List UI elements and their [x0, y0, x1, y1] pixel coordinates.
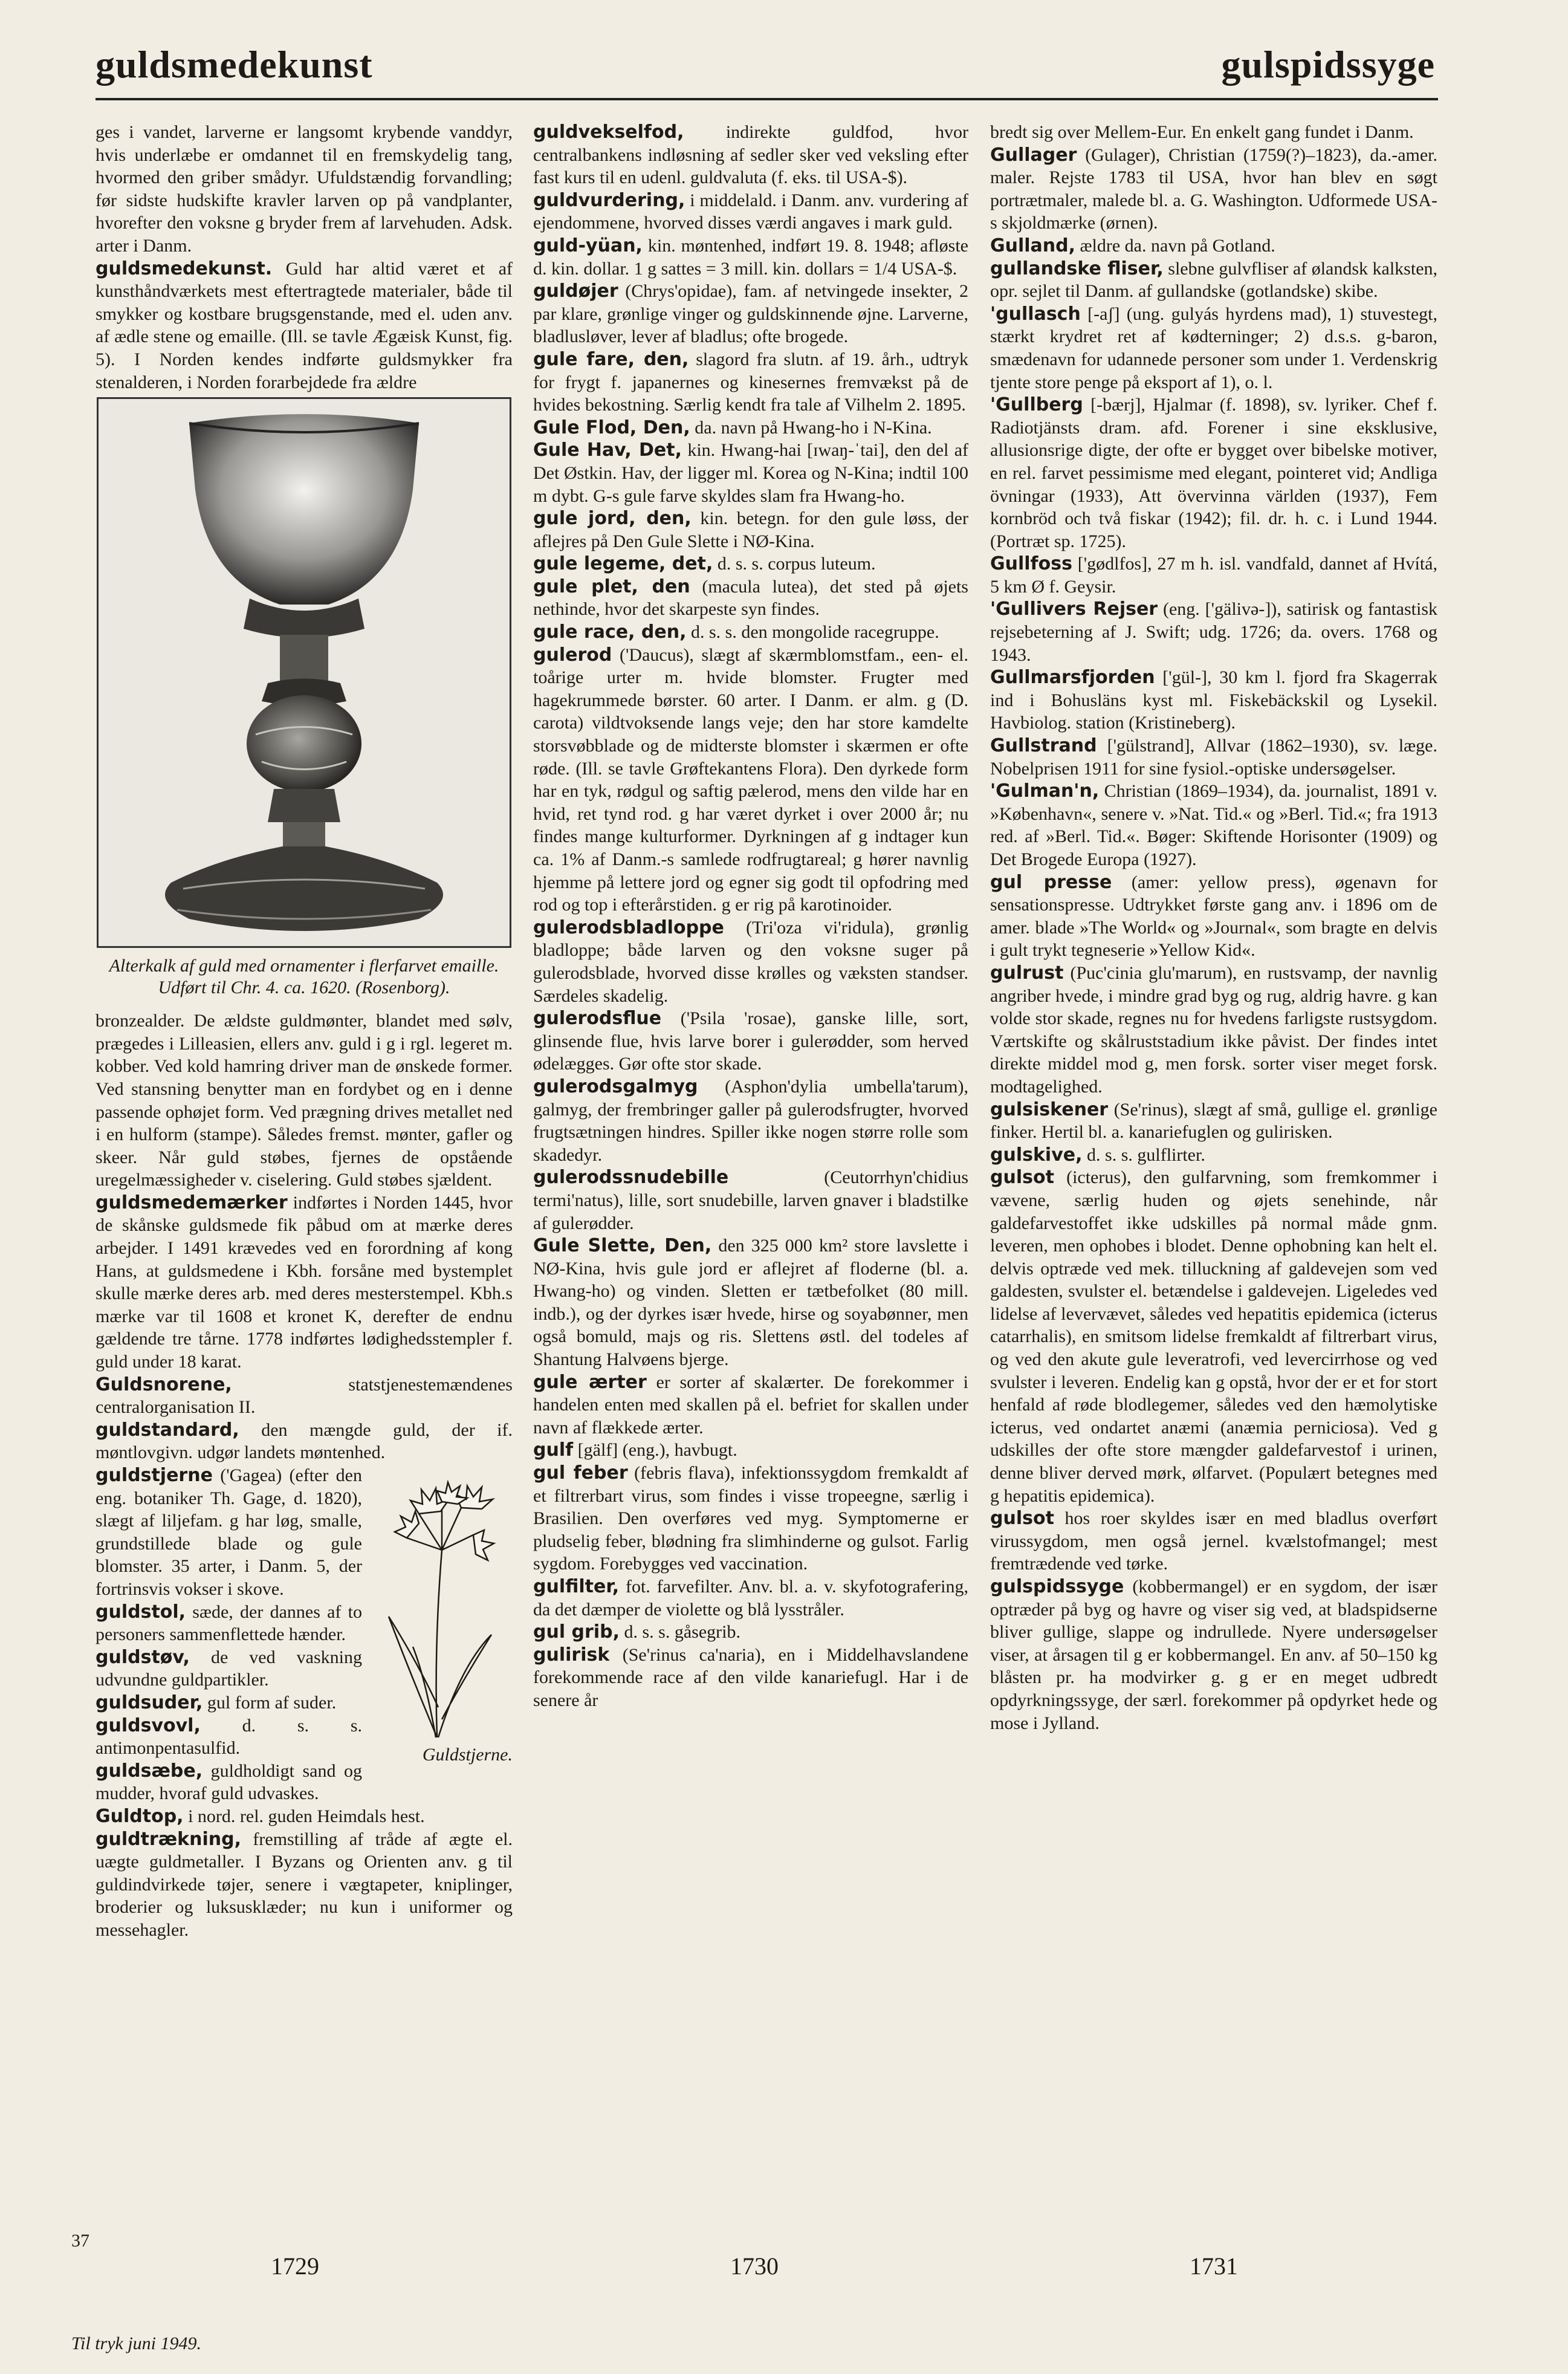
column-2	[533, 121, 968, 1712]
entry-headword: gule jord, den,	[533, 508, 692, 530]
dictionary-entry: ges i vandet, larverne er langsomt krybende vanddyr, hvis underlæbe er omdannet til en fremskydelig tang, hvormed den griber smådyr. Ufuldstændig forvandling; før sidste hudskifte kravler larven op på vandplanter, hvorefter den voksne g bryder frem af larvehuden. Adsk. arter i Danm.	[96, 122, 513, 256]
dictionary-entry	[533, 916, 968, 1007]
entry-headword: 'Gullberg	[990, 394, 1083, 416]
entry-headword: guldsæbe,	[96, 1760, 203, 1782]
header-rule	[96, 98, 1438, 100]
entry-text: slagord fra slutn. af 19. årh., udtryk for frygt f. japanernes og kinesernes fremvækst på de hvides bekostning. Særlig kendt fra tale af Vilhelm 2. 1895.	[533, 349, 968, 415]
header-left: guldsmedekunst	[96, 43, 373, 86]
entry-text: da. navn på Hwang-ho i N-Kina.	[690, 417, 932, 438]
entry-text: [-aʃ] (ung. gulyás hyrdens mad), 1) stuvestegt, stærkt krydret ret af kødterninger; 2) d.s.s. g-baron, smædenavn for udannede personer som under 1. Verdenskrig tjente store penge på eksport af 1), o. l.	[990, 303, 1437, 392]
entry-headword: Gule Hav, Det,	[533, 439, 682, 461]
entry-text: (Se'rinus), slægt af små, gullige el. grønlige finker. Hertil bl. a. kanariefuglen og gulirisken.	[990, 1099, 1437, 1143]
dictionary-entry	[96, 1419, 513, 1464]
dictionary-entry	[533, 1462, 968, 1575]
entry-text: d. s. s. gåsegrib.	[619, 1622, 740, 1643]
entry-headword: guldstol,	[96, 1601, 186, 1623]
dictionary-entry	[990, 553, 1437, 598]
dictionary-entry	[533, 507, 968, 553]
page-number-1: 1729	[271, 2252, 319, 2280]
entry-text: i nord. rel. guden Heimdals hest.	[183, 1806, 425, 1826]
dictionary-entry	[533, 1644, 968, 1712]
dictionary-entry	[990, 258, 1437, 303]
entry-headword: guldsvovl,	[96, 1714, 201, 1736]
entry-text: (Asphon'dylia umbella'tarum), galmyg, der frembringer galler på gulerodsfrugter, hvorved frugtsætningen hindres. Spiller ikke nogen større rolle som skadedyr.	[533, 1076, 968, 1165]
dictionary-entry	[533, 417, 968, 439]
flower-caption: Guldstjerne.	[422, 1745, 513, 1765]
entry-text: fot. farvefilter. Anv. bl. a. v. skyfotografering, da det dæmper de violette og blå lysstråler.	[533, 1577, 968, 1620]
dictionary-entry	[990, 962, 1437, 1098]
entry-headword: guldtrækning,	[96, 1828, 241, 1850]
dictionary-entry	[533, 1439, 968, 1462]
entry-headword: gulsiskener	[990, 1098, 1109, 1120]
entry-text: (eng. ['gälivə-]), satirisk og fantastisk rejsebeterning af J. Swift; udg. 1726; da. overs. 1768 og 1943.	[990, 599, 1438, 665]
dictionary-entry	[96, 1828, 513, 1942]
entry-text: Christian (1869–1934), da. journalist, 1891 v. »København«, senere v. »Nat. Tid.« og »Berl. Tid.«; fra 1913 red. af »Berl. Tid.«. Bøger: Skiftende Horisonter (1909) og Det Brogede Europa (1927).	[990, 781, 1437, 869]
entry-text: (icterus), den gulfarvning, som fremkommer i vævene, særlig huden og øjets senehinde, når galdefarvestoffet ikke udskilles på normal måde gnm. leveren, men ophobes i blodet. Denne ophobning kan helt el. delvis optræde ved mek. tilluckning af galdevejen som ved galdesten, svulster el. betændelse i galdevejen. Ligeledes ved lidelse af levervævet, således ved hepatitis epidemica (icterus catarrhalis), en smitsom lidelse fremkaldt af filtrerbart virus, og ved den akute gule leveratrofi, ved levercirrhose og ved svulster i leveren. Endelig kan g opstå, hvor der er et for stort henfald af røde blodlegemer, således ved den hæmolytiske icterus, ved ondartet anæmi (anæmia perniciosa). Ved g udskilles der ofte store mængder galdefarvestof i urinen, denne bliver derved mørk, ølfarvet. (Populært betegnes med g hepatitis epidemica).	[990, 1167, 1437, 1506]
dictionary-entry	[990, 598, 1437, 666]
column-3	[990, 121, 1437, 1734]
entry-text: indirekte guldfod, hvor centralbankens indløsning af sedler sker ved veksling efter fast kurs til en udenl. guldvaluta (f. eks. til USA-$).	[533, 122, 968, 188]
dictionary-entry	[533, 553, 968, 576]
entry-headword: gul feber	[533, 1462, 628, 1484]
entry-text: kin. betegn. for den gule løss, der aflejres på Den Gule Slette i NØ-Kina.	[533, 508, 968, 551]
entry-headword: 'Gulman'n,	[990, 780, 1100, 802]
dictionary-entry	[96, 1192, 513, 1373]
entry-headword: gulfilter,	[533, 1576, 620, 1597]
dictionary-entry	[990, 666, 1437, 735]
entry-headword: 'Gullivers Rejser	[990, 598, 1158, 620]
entry-text: ældre da. navn på Gotland.	[1075, 235, 1275, 256]
entry-text: ['gødlfos], 27 m h. isl. vandfald, dannet af Hvítá, 5 km Ø f. Geysir.	[990, 554, 1437, 597]
header-right: gulspidssyge	[1221, 43, 1435, 86]
dictionary-entry: bredt sig over Mellem-Eur. En enkelt gang fundet i Danm.	[990, 122, 1414, 142]
dictionary-entry	[990, 1098, 1437, 1144]
entry-headword: guldstjerne	[96, 1465, 213, 1486]
entry-headword: guldsmedemærker	[96, 1192, 288, 1213]
entry-text: (Tri'oza vi'ridula), grønlig bladloppe; både larven og den voksne suger på gulerodsblade, hvorved disse krølles og væksten standser. Særdeles skadelig.	[533, 917, 968, 1006]
entry-headword: gulsot	[990, 1508, 1054, 1529]
dictionary-entry	[533, 348, 968, 417]
entry-headword: Gullmarsfjorden	[990, 667, 1155, 689]
entry-text: indførtes i Norden 1445, hvor de skånske guldsmede fik påbud om at mærke deres arbejder. I 1491 krævedes ved en forordning af kong Hans, at guldsmedene i Kbh. forsåne med bystemplet skulle mærke deres arb. med deres mesterstempel. Kbh.s mærke var til 1608 et kronet K, derefter de endnu gældende tre tårne. 1778 indførtes lødighedsstempler f. guld under 18 karat.	[96, 1192, 513, 1372]
page-number-3: 1731	[1190, 2252, 1238, 2280]
entry-headword: gule race, den,	[533, 621, 687, 643]
entry-text: gul form af suder.	[202, 1692, 337, 1713]
entry-text: d. s. s. antimonpentasulfid.	[96, 1715, 362, 1759]
dictionary-entry	[990, 871, 1437, 962]
entry-text: sæde, der dannes af to personers sammenflettede hænder.	[96, 1601, 362, 1645]
entry-text: kin. møntenhed, indført 19. 8. 1948; afløste d. kin. dollar. 1 g sattes = 3 mill. kin. dollars = 1/4 USA-$.	[533, 235, 968, 279]
entry-text: (macula lutea), det sted på øjets nethinde, hvor det skarpeste syn findes.	[533, 576, 968, 620]
entry-text: ('Gagea) (efter den eng. botaniker Th. Gage, d. 1820), slægt af liljefam. g har løg, smalle, grundstillede blade og gule blomster. 35 arter, i Danm. 5, der fortrinsvis vokser i skove.	[96, 1465, 362, 1599]
entry-text: den mængde guld, der if. møntlovgivn. udgør landets møntenhed.	[96, 1419, 513, 1463]
dictionary-entry	[990, 303, 1437, 394]
entry-headword: gule fare, den,	[533, 348, 689, 370]
signature-mark: 37	[71, 2231, 89, 2251]
entry-text: statstjenestemændenes centralorganisation II.	[96, 1374, 513, 1418]
entry-headword: Guldsnorene,	[96, 1373, 232, 1395]
entry-headword: guldøjer	[533, 281, 618, 302]
dictionary-entry	[96, 1373, 513, 1419]
entry-text: fremstilling af tråde af ægte el. uægte guldmetaller. I Byzans og Orienten anv. g til guldindvirkede tøjer, senere i vægtapeter, kniplinger, broderier og luksusklæder; nu kun i uniformer og messehagler.	[96, 1829, 513, 1940]
print-note: Til tryk juni 1949.	[71, 2333, 202, 2353]
entry-text: ('Daucus), slægt af skærmblomstfam., een- el. toårige urter m. hvide blomster. Frugter med hagekrummede børster. 60 arter. I Danm. er alm. g (D. carota) vildtvoksende langs veje; den har store kamdelte storsvøbblade og de midterste blomster i skærmen er ofte røde. (Ill. se tavle Grøftekantens Flora). Den dyrkede form har en tyk, rødgul og saftig pælerod, mens den vilde har en hvid, ret tynd rod. g har været dyrket i over 2000 år; nu findes mange kulturformer. Dyrkningen af g indtager kun ca. 1% af Danm.-s samlede rodfrugtareal; g hører navnlig hjemme på lettere jord og egner sig godt til opfodring med rod og top i efterårstiden. g er rig på karotinoider.	[533, 644, 968, 915]
flower-icon	[371, 1465, 513, 1743]
flower-illustration	[371, 1465, 513, 1768]
dictionary-entry	[533, 1575, 968, 1621]
dictionary-entry	[990, 1507, 1437, 1575]
entry-headword: gulerodsflue	[533, 1008, 662, 1030]
dictionary-entry	[96, 258, 513, 394]
entry-text: hos roer skyldes især en med bladlus overført virussygdom, men også jernel. kvælstofmangel; mest fremtrædende ved tørke.	[990, 1508, 1437, 1574]
dictionary-entry	[533, 1371, 968, 1439]
entry-headword: guldstandard,	[96, 1419, 239, 1441]
entry-headword: 'gullasch	[990, 303, 1081, 325]
column-1-middle	[96, 1010, 513, 1464]
goblet-photo	[97, 397, 511, 948]
entry-text: d. s. s. gulflirter.	[1082, 1144, 1205, 1165]
entry-text: (amer: yellow press), øgenavn for sensationspresse. Udtrykket første gang anv. i 1896 om de amer. blade »The World« og »Journal«, som bragte en delvis i gult trykt tegneserie »Yellow Kid«.	[990, 872, 1437, 961]
entry-headword: gulspidssyge	[990, 1576, 1124, 1597]
entry-text: kin. Hwang-hai [ɪwaŋ-ˈtai], den del af Det Østkin. Hav, der ligger ml. Korea og N-Kina; indtil 100 m dybt. G-s gule farve skyldes slam fra Hwang-ho.	[533, 440, 969, 506]
entry-text: [gälf] (eng.), havbugt.	[573, 1440, 737, 1461]
entry-headword: gul grib,	[533, 1621, 620, 1643]
goblet-caption: Alterkalk af guld med ornamenter i flerfarvet emaille. Udført til Chr. 4. ca. 1620. (Rosenborg).	[109, 956, 499, 998]
dictionary-entry	[533, 621, 968, 644]
entry-headword: guld-yüan,	[533, 235, 643, 256]
entry-text: [-bærj], Hjalmar (f. 1898), sv. lyriker. Chef f. Radiotjänsts dram. afd. Forener i sine eksklusive, allusionsrige digte, der ofte er bygget over bibelske motiver, en rel. farvet pessimisme med elegant, pointeret vid; Andliga övningar (1933), Att övervinna världen (1937), Fem kornbröd och två fiskar (1942); fil. dr. h. c. i Lund 1944. (Portræt sp. 1725).	[990, 395, 1437, 551]
entry-text: ['gül-], 30 km l. fjord fra Skagerrak ind i Bohusläns kyst ml. Fiskebäckskil og Lysekil. Havbiolog. station (Kristineberg).	[990, 667, 1437, 733]
entry-text: ('Psila 'rosae), ganske lille, sort, glinsende flue, hvis larve borer i gulerødder, som herved ødelægges. Gør ofte stor skade.	[533, 1008, 968, 1074]
dictionary-entry	[533, 121, 968, 189]
entry-headword: Gule Slette, Den,	[533, 1235, 712, 1257]
entry-headword: Gullfoss	[990, 553, 1072, 575]
entry-headword: Gule Flod, Den,	[533, 417, 690, 438]
dictionary-entry	[533, 576, 968, 621]
dictionary-entry	[533, 1234, 968, 1371]
entry-headword: gulirisk	[533, 1644, 610, 1665]
entry-headword: guldsuder,	[96, 1691, 203, 1713]
entry-text: slebne gulvfliser af ølandsk kalksten, opr. sejlet til Danm. af gullandske (gotlandske) skibe.	[990, 258, 1438, 302]
dictionary-entry	[990, 235, 1437, 258]
dictionary-entry	[533, 235, 968, 280]
dictionary-entry	[533, 439, 968, 507]
entry-text: ['gülstrand], Allvar (1862–1930), sv. læge. Nobelprisen 1911 for sine fysiol.-optiske undersøgelser.	[990, 736, 1437, 779]
entry-headword: gulerod	[533, 644, 612, 666]
dictionary-entry	[533, 280, 968, 348]
entry-text: (Ceutorrhyn'chidius termi'natus), lille, sort snudebille, larven gnaver i bladstilke af gulerødder.	[533, 1167, 968, 1233]
entry-text: Guld har altid været et af kunsthåndværkets mest eftertragtede materialer, både til smykker og kostbare brugsgenstande, med el. uden anv. af ædle stene og emaille. (Ill. se tavle Ægæisk Kunst, fig. 5). I Norden kendes indførte guldsmykker fra stenalderen, i Norden forarbejdede fra ældre	[96, 258, 513, 392]
entry-headword: gule ærter	[533, 1371, 647, 1393]
entry-headword: guldstøv,	[96, 1646, 190, 1668]
goblet-icon	[99, 399, 510, 946]
dictionary-entry	[533, 189, 968, 235]
entry-headword: gule legeme, det,	[533, 553, 713, 575]
entry-text: d. s. s. corpus luteum.	[713, 554, 876, 574]
entry-headword: guldsmedekunst.	[96, 258, 273, 279]
column-1-top	[96, 121, 513, 394]
entry-headword: gullandske fliser,	[990, 258, 1164, 279]
dictionary-entry	[990, 735, 1437, 780]
entry-headword: Gullager	[990, 144, 1077, 166]
dictionary-entry: bronzealder. De ældste guldmønter, blandet med sølv, prægedes i Lilleasien, ellers anv. guld i g i rgl. legeret m. kobber. Ved kold hamring driver man de ønskede former. Ved stansning benytter man en fordybet og en i denne passende ophøjet form. Ved prægning drives metallet ned i en hulform (stampe). Således fremst. mønter, gafler og skeer. Når guld støbes, fjernes de opstående uregelmæssigheder v. ciselering. Guld støbes sjældent.	[96, 1011, 513, 1190]
entry-headword: gule plet, den	[533, 576, 690, 597]
entry-text: (Puc'cinia glu'marum), en rustsvamp, der navnlig angriber hvede, i mindre grad byg og rug, aldrig havre. g kan volde stor skade, regnes nu for hvedens farligste rustsygdom. Værtskifte og skålruststadium ikke påvist. Der findes intet direkte middel mod g, men forsk. sorter viser meget forsk. modtagelighed.	[990, 962, 1437, 1097]
dictionary-entry	[533, 1007, 968, 1075]
entry-headword: gulerodsbladloppe	[533, 916, 724, 938]
entry-headword: guldvekselfod,	[533, 122, 684, 143]
dictionary-entry	[990, 1575, 1437, 1734]
dictionary-entry	[533, 1621, 968, 1644]
entry-text: (kobbermangel) er en sygdom, der især optræder på byg og havre og viser sig ved, at bladspidserne bliver gullige, slappe og indrullede. Nyere undersøgelser viser, at årsagen til g er kobbermangel. En anv. af 50–150 kg blåsten pr. ha modvirker g. g er en meget udbredt opdyrkningssyge, der særl. forekommer på opdyrket hede og mose i Jylland.	[990, 1577, 1437, 1733]
entry-text: i middelald. i Danm. anv. vurdering af ejendommene, hvorved disses værdi angaves i mark guld.	[533, 190, 968, 233]
entry-headword: gulrust	[990, 962, 1064, 984]
entry-text: den 325 000 km² store lavslette i NØ-Kina, hvis gule jord er aflejret af floderne (bl. a. Hwang-ho) og vinden. Sletten er tætbefolket (80 mill. indb.), og der dyrkes især hvede, hirse og soyabønner, men også bomuld, majs og ris. Slettens østl. del todeles af Shantung Halvøens bjerge.	[533, 1236, 968, 1370]
entry-text: (Chrys'opidae), fam. af netvingede insekter, 2 par klare, grønlige vinger og guldskinnende øjne. Larverne, bladlusløver, lever af bladlus; ofte brogede.	[533, 281, 968, 347]
entry-text: (febris flava), infektionssygdom fremkaldt af et filtrerbart virus, som findes i visse tropeegne, særlig i Brasilien. Den overføres ved myg. Symptomerne er pludselig feber, blødning fra slimhinderne og gulsot. Farlig sygdom. Forebygges ved vaccination.	[533, 1463, 968, 1574]
entry-headword: Gullstrand	[990, 735, 1097, 757]
entry-headword: gulskive,	[990, 1144, 1083, 1166]
entry-headword: gulerodsgalmyg	[533, 1075, 698, 1097]
entry-headword: Gulland,	[990, 235, 1076, 256]
entry-headword: guldvurdering,	[533, 189, 685, 211]
entry-text: (Gulager), Christian (1759(?)–1823), da.-amer. maler. Rejste 1783 til USA, hvor han blev en søgt portrætmaler, malede bl. a. G. Washington. Udformede USA-s skjoldmærke (ørnen).	[990, 144, 1437, 233]
dictionary-entry	[990, 1166, 1437, 1507]
entry-text: (Se'rinus ca'naria), en i Middelhavslandene forekommende race af den vilde kanariefugl. Har i de senere år	[533, 1644, 968, 1710]
entry-headword: gulf	[533, 1439, 574, 1461]
entry-headword: gulerodssnudebille	[533, 1167, 729, 1189]
dictionary-entry	[96, 1805, 513, 1828]
column-1	[96, 121, 513, 1941]
entry-text: de ved vaskning udvundne guldpartikler.	[96, 1647, 362, 1690]
page-number-2: 1730	[730, 2252, 779, 2280]
dictionary-entry	[533, 644, 968, 916]
dictionary-entry	[990, 144, 1437, 235]
entry-headword: gul presse	[990, 871, 1112, 893]
dictionary-entry	[533, 1075, 968, 1166]
dictionary-entry	[533, 1166, 968, 1234]
entry-headword: gulsot	[990, 1167, 1054, 1189]
entry-headword: Guldtop,	[96, 1805, 184, 1827]
dictionary-entry	[990, 394, 1437, 553]
dictionary-entry	[990, 780, 1437, 871]
entry-text: d. s. s. den mongolide racegruppe.	[686, 622, 939, 643]
entry-text: guldholdigt sand og mudder, hvoraf guld udvaskes.	[96, 1760, 362, 1804]
dictionary-entry	[990, 1144, 1437, 1167]
entry-text: er sorter af skalærter. De forekommer i handelen enten med skallen på el. befriet for skallen under navn af flækkede ærter.	[533, 1372, 968, 1438]
